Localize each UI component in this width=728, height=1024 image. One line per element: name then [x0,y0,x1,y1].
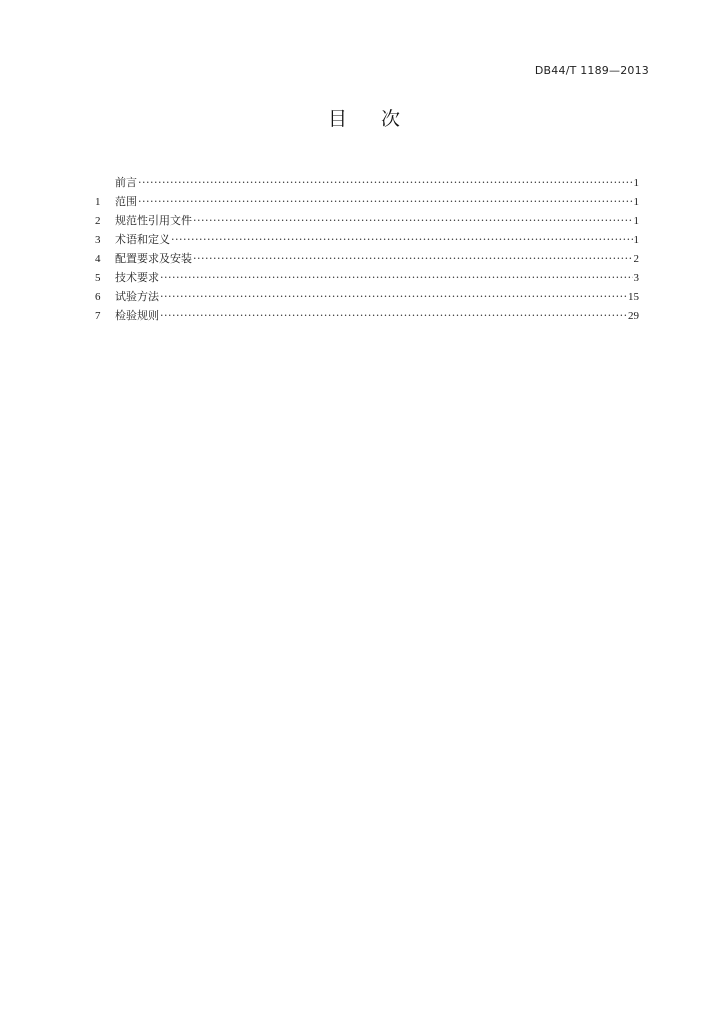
toc-dot-leader [160,287,627,306]
toc-entry-normative-references[interactable] [95,211,639,230]
toc-entry-inspection-rules[interactable] [95,306,639,325]
toc-entry-number: 1 [95,196,101,208]
toc-dot-leader [193,249,633,268]
toc-entry-label[interactable]: 检验规则 [115,309,159,322]
toc-entry-page: 3 [633,272,639,284]
toc-entry-configuration-installation[interactable] [95,249,639,268]
toc-entry-technical-requirements[interactable] [95,268,639,287]
toc-entry-number: 3 [95,234,101,246]
toc-dot-leader [160,306,627,325]
toc-entry-scope[interactable] [95,192,639,211]
toc-entry-label[interactable]: 技术要求 [115,271,159,284]
toc-entry-label[interactable]: 术语和定义 [115,233,170,246]
toc-entry-number: 5 [95,272,101,284]
toc-dot-leader [138,192,633,211]
toc-entry-page: 1 [633,196,639,208]
toc-entry-page: 1 [633,234,639,246]
page-title: 目 次 [327,108,415,130]
document-code: DB44/T 1189—2013 [534,64,649,77]
toc-entry-page: 1 [633,177,639,189]
toc-dot-leader [160,268,633,287]
toc-entry-label[interactable]: 范围 [115,195,137,208]
toc-entry-page: 15 [628,291,639,303]
toc-dot-leader [193,211,633,230]
toc-entry-number: 4 [95,253,101,265]
toc-entry-label[interactable]: 配置要求及安装 [115,252,192,265]
toc-entry-label[interactable]: 规范性引用文件 [115,214,192,227]
toc-entry-number: 6 [95,291,101,303]
toc-entry-foreword[interactable] [95,173,639,192]
toc-entry-label[interactable]: 试验方法 [115,290,159,303]
toc-entry-page: 1 [633,215,639,227]
toc-dot-leader [171,230,633,249]
table-of-contents [95,173,639,325]
toc-entry-terms-definitions[interactable] [95,230,639,249]
toc-entry-test-methods[interactable] [95,287,639,306]
toc-entry-page: 2 [633,253,639,265]
toc-dot-leader [138,173,633,192]
toc-entry-page: 29 [628,310,639,322]
toc-entry-label[interactable]: 前言 [115,176,137,189]
toc-entry-number: 7 [95,310,101,322]
toc-entry-number: 2 [95,215,101,227]
